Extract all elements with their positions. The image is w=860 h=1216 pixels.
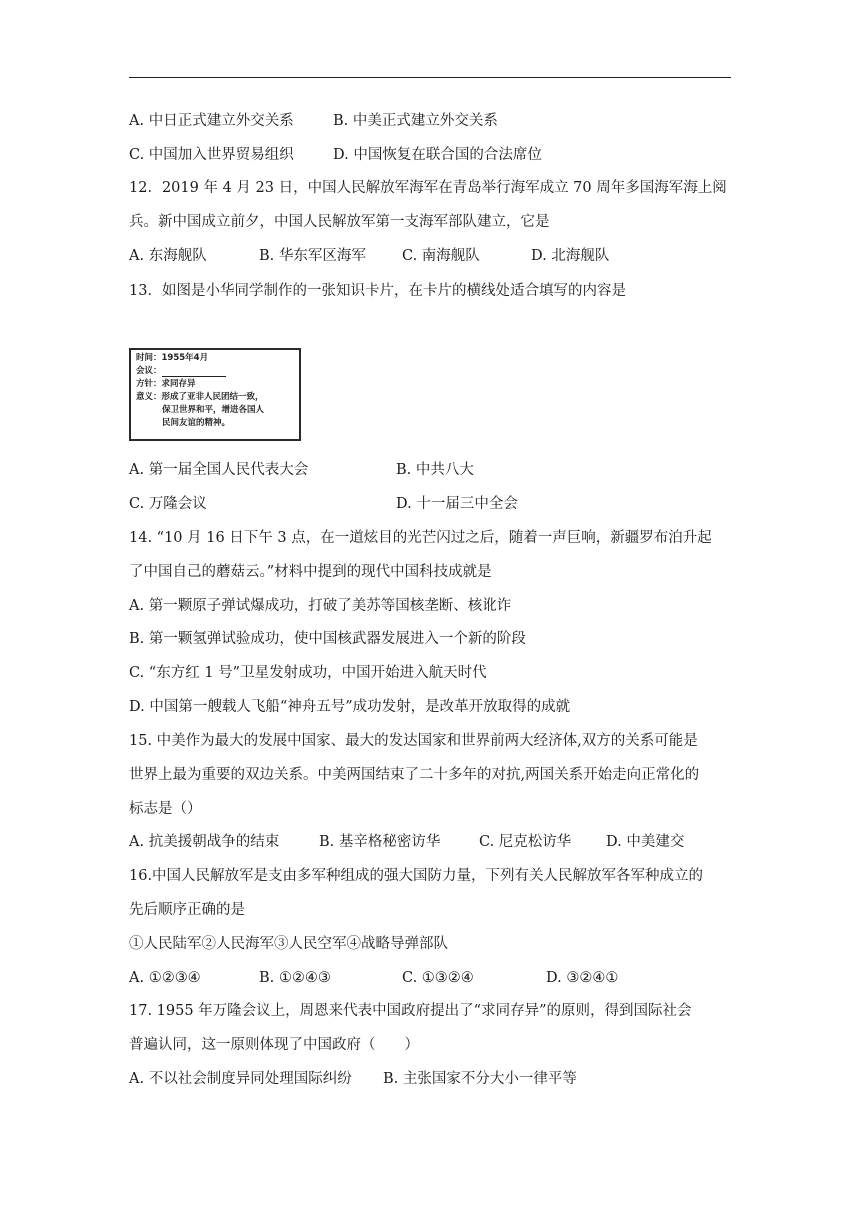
q15-stem-line3: 标志是（） [129, 801, 202, 817]
q16-option-b: B. ①②④③ [259, 970, 331, 986]
q13-option-d: D. 十一届三中全会 [396, 496, 518, 512]
card-row-policy: 方针：求同存异 [136, 379, 196, 389]
q17-option-a: A. 不以社会制度异同处理国际纠纷 [129, 1071, 352, 1087]
q12-stem-line1: 12．2019 年 4 月 23 日，中国人民解放军海军在青岛举行海军成立 70 周年多国海军海上阅 [129, 180, 727, 196]
q13-option-c: C. 万隆会议 [129, 496, 207, 512]
q14-option-a: A. 第一颗原子弹试爆成功，打破了美苏等国核垄断、核讹诈 [129, 598, 512, 614]
card-row-meeting [136, 366, 226, 377]
q13-option-a: A. 第一届全国人民代表大会 [129, 462, 309, 478]
q12-option-c: C. 南海舰队 [402, 248, 480, 264]
q15-option-d: D. 中美建交 [606, 834, 685, 850]
q16-stem-line3: ①人民陆军②人民海军③人民空军④战略导弹部队 [129, 936, 448, 952]
knowledge-card [129, 348, 301, 441]
q13-option-b: B. 中共八大 [396, 462, 474, 478]
card-blank-line [162, 368, 226, 377]
q14-option-d: D. 中国第一艘载人飞船“神舟五号”成功发射，是改革开放取得的成就 [129, 699, 571, 715]
q15-option-a: A. 抗美援朝战争的结束 [129, 834, 280, 850]
q16-option-a: A. ①②③④ [129, 970, 201, 986]
q16-option-d: D. ③②④① [546, 970, 619, 986]
q12-stem-line2: 兵。新中国成立前夕，中国人民解放军第一支海军部队建立，它是 [129, 214, 550, 230]
q14-option-c: C. “东方红 1 号”卫星发射成功，中国开始进入航天时代 [129, 665, 487, 681]
card-row-meaning-3: 民间友谊的精神。 [162, 418, 231, 428]
q12-option-b: B. 华东军区海军 [259, 248, 366, 264]
card-meeting-label: 会议： [136, 366, 162, 376]
q14-option-b: B. 第一颗氢弹试验成功，使中国核武器发展进入一个新的阶段 [129, 631, 526, 647]
q12-option-d: D. 北海舰队 [531, 248, 610, 264]
q11-option-b: B. 中美正式建立外交关系 [333, 113, 498, 129]
q15-stem-line1: 15. 中美作为最大的发展中国家、最大的发达国家和世界前两大经济体,双方的关系可能是 [129, 733, 698, 749]
q14-stem-line1: 14. “10 月 16 日下午 3 点，在一道炫目的光芒闪过之后，随着一声巨响，新疆罗布泊升起 [129, 530, 712, 546]
q11-option-d: D. 中国恢复在联合国的合法席位 [333, 147, 542, 163]
q11-option-c: C. 中国加入世界贸易组织 [129, 147, 294, 163]
q17-option-b: B. 主张国家不分大小一律平等 [383, 1071, 577, 1087]
q17-stem-line1: 17. 1955 年万隆会议上，周恩来代表中国政府提出了“求同存异”的原则，得到国际社会 [129, 1003, 692, 1019]
q13-stem-line1: 13．如图是小华同学制作的一张知识卡片，在卡片的横线处适合填写的内容是 [129, 283, 626, 299]
q15-option-b: B. 基辛格秘密访华 [319, 834, 441, 850]
q17-stem-line2: 普遍认同，这一原则体现了中国政府（ ） [129, 1037, 419, 1053]
q11-option-a: A. 中日正式建立外交关系 [129, 113, 294, 129]
header-rule [129, 77, 731, 78]
q15-option-c: C. 尼克松访华 [479, 834, 572, 850]
card-row-meaning-2: 保卫世界和平，增进各国人 [162, 405, 265, 415]
q15-stem-line2: 世界上最为重要的双边关系。中美两国结束了二十多年的对抗,两国关系开始走向正常化的 [129, 767, 700, 783]
q14-stem-line2: 了中国自己的蘑菇云。”材料中提到的现代中国科技成就是 [129, 564, 492, 580]
q16-stem-line2: 先后顺序正确的是 [129, 902, 245, 918]
card-row-time: 时间：1955年4月 [136, 353, 209, 363]
q16-option-c: C. ①③②④ [402, 970, 474, 986]
q16-stem-line1: 16.中国人民解放军是支由多军种组成的强大国防力量，下列有关人民解放军各军种成立的 [129, 868, 704, 884]
card-row-meaning: 意义：形成了亚非人民团结一致， [136, 392, 264, 402]
q12-option-a: A. 东海舰队 [129, 248, 207, 264]
